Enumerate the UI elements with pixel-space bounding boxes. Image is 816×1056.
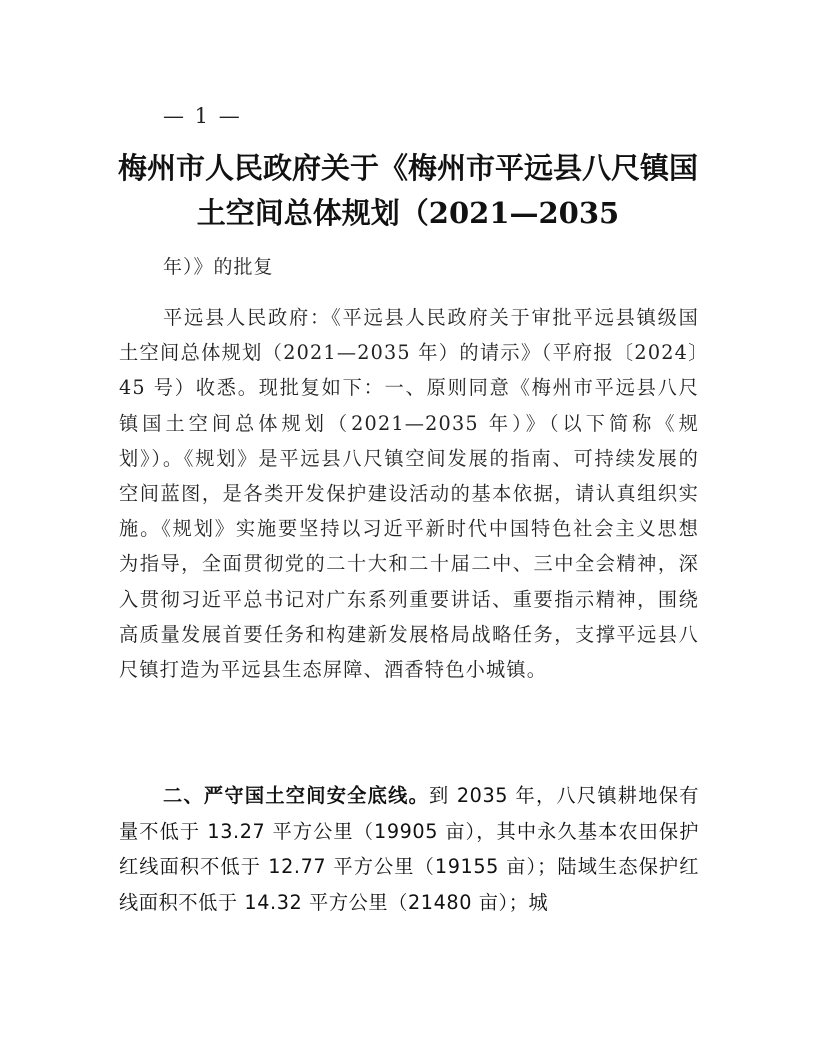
section-two-heading: 二、严守国土空间安全底线。 bbox=[163, 784, 430, 807]
paragraph-reply-body: 平远县人民政府：《平远县人民政府关于审批平远县镇级国土空间总体规划（2021—2035 年）的请示》（平府报〔2024〕45 号）收悉。现批复如下：一、原则同意《梅州市平远县八尺镇国土空间总体规划（2021—2035 年）》（以下简称《规划》）。《规划》是平远县八尺镇空间发展的指南、可持续发展的空间蓝图，是各类开发保护建设活动的基本依据，请认真组织实施。《规划》实施要坚持以习近平新时代中国特色社会主义思想为指导，全面贯彻党的二十大和二十届二中、三中全会精神，深入贯彻习近平总书记对广东系列重要讲话、重要指示精神，围绕高质量发展首要任务和构建新发展格局战略任务，支撑平远县八尺镇打造为平远县生态屏障、酒香特色小城镇。 bbox=[119, 306, 699, 682]
section-two-text: 到 2035 年，八尺镇耕地保有量不低于 13.27 平方公里（19905 亩），其中永久基本农田保护红线面积不低于 12.77 平方公里（19155 亩）；陆域生态保护红线面积不低于 14.32 平方公里（21480 亩）；城 bbox=[119, 784, 699, 914]
document-title: 梅州市人民政府关于《梅州市平远县八尺镇国土空间总体规划（2021—2035 bbox=[118, 151, 699, 230]
document-title-continuation: 年）》的批复 bbox=[163, 256, 274, 278]
paragraph-section-two bbox=[119, 778, 699, 920]
page-number: — 1 — bbox=[163, 104, 242, 128]
